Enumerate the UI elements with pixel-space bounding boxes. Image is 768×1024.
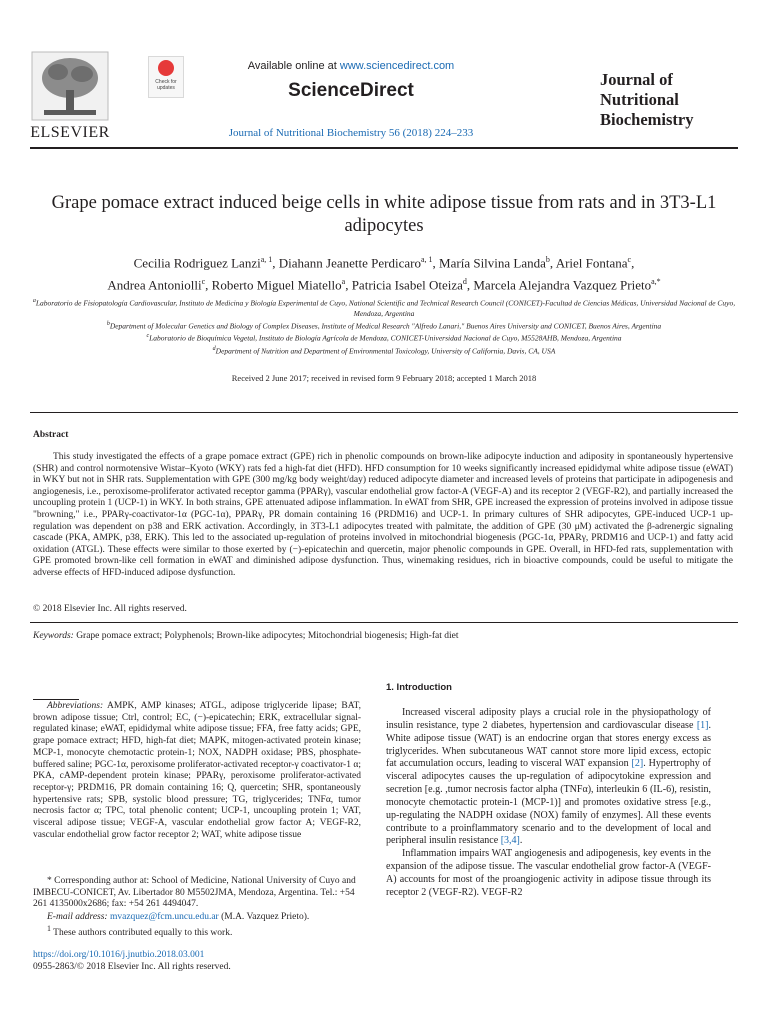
elsevier-tree-icon	[30, 50, 110, 122]
keywords-label: Keywords:	[33, 631, 74, 641]
author-affil-mark: a, 1	[260, 255, 273, 264]
affiliation-text: Laboratorio de Bioquímica Vegetal, Instituto de Biología Agrícola de Mendoza, CONICET-Universidad Nacional de Cuyo, M5528AHB, Mendoza, Argentina	[149, 333, 622, 343]
keywords-line	[33, 631, 733, 641]
author-name: Andrea Antoniolli	[107, 277, 202, 293]
author-name: Cecilia Rodriguez Lanzi	[133, 255, 261, 271]
email-label: E-mail address:	[47, 912, 108, 922]
intro-paragraph: Inflammation impairs WAT angiogenesis and adipogenesis, key events in the expansion of the adipose tissue. The vascular endothelial grow factor-A (VEGF-A) accounts for most of the proangiogenic activity in adipose tissue through its receptor 2 (VEGF-R2). VEGF-R2	[386, 848, 711, 898]
publisher-name: ELSEVIER	[30, 124, 110, 141]
author-affil-mark: a	[341, 277, 346, 287]
introduction-body	[386, 707, 711, 900]
elsevier-logo	[30, 50, 110, 140]
available-online	[196, 60, 506, 72]
affiliation-item	[30, 344, 738, 357]
citation-link[interactable]: [2]	[631, 758, 644, 770]
abstract-copyright: © 2018 Elsevier Inc. All rights reserved.	[33, 604, 187, 614]
author-separator: ,	[466, 277, 474, 293]
author-affil-mark: a,*	[651, 277, 661, 287]
journal-name-line: Biochemistry	[600, 110, 694, 129]
issn-line: 0955-2863/© 2018 Elsevier Inc. All rights reserved.	[33, 962, 231, 972]
journal-name-line: Nutritional	[600, 90, 679, 109]
author-name: Roberto Miguel Miatello	[211, 277, 342, 293]
author-separator: ,	[549, 255, 556, 271]
citation-link[interactable]: [3,4]	[500, 835, 520, 847]
received-dates: Received 2 June 2017; received in revised form 9 February 2018; accepted 1 March 2018	[231, 373, 537, 383]
author-affil-mark: c	[627, 255, 632, 264]
equal-contribution-footnote	[33, 924, 361, 938]
citation-link[interactable]: [1]	[696, 719, 709, 731]
author-list	[30, 250, 738, 295]
check-for-updates-badge[interactable]	[148, 56, 184, 98]
affiliation-text: Department of Molecular Genetics and Biology of Complex Diseases, Institute of Medical Research "Alfredo Lanari," Buenos Aires University and CONICET, Buenos Aires, Argentina	[109, 321, 662, 330]
journal-name-line: Journal of	[600, 70, 673, 89]
corresponding-author-footnote: * Corresponding author at: School of Medicine, National University of Cuyo and IMBECU-CONICET, Av. Libertador 80 M5502JMA, Mendoza, Argentina. Tel.: +54 261 4135000x2686; fax: +54 261 4494047.	[33, 876, 356, 910]
author-separator: ,	[631, 255, 635, 271]
journal-citation-link[interactable]: Journal of Nutritional Biochemistry 56 (2018) 224–233	[228, 127, 474, 139]
author-name: Patricia Isabel Oteiza	[351, 277, 463, 293]
doi-link[interactable]: https://doi.org/10.1016/j.jnutbio.2018.03.001	[33, 950, 205, 960]
intro-paragraph	[386, 707, 711, 848]
author-separator: ,	[432, 255, 440, 271]
intro-text-run: .	[519, 835, 523, 847]
abbreviations-footnote	[33, 701, 361, 841]
author-affil-mark: d	[462, 277, 467, 287]
author-separator: ,	[205, 277, 212, 293]
author-name: Diahann Jeanette Perdicaro	[278, 255, 421, 271]
affiliation-mark: c	[146, 333, 150, 339]
sciencedirect-link[interactable]: www.sciencedirect.com	[339, 60, 455, 72]
intro-text-run: . Hypertrophy of visceral adipocytes causes the up-regulation of adipocytokine expression and secretion [e.g. ,tumor necrosis factor alpha (TNFα), interleukin 6 (IL-6), resistin, monocyte chemotactic protein-1 (MCP-1)] and promotes oxidative stress [e.g., up-regulating the NADPH oxidase (NOX) family of enzymes]. All these events contribute to a proinflammatory scenario and to the development of local and peripheral insulin resistance	[386, 758, 711, 847]
author-name: María Silvina Landa	[439, 255, 546, 271]
author-name: Ariel Fontana	[555, 255, 628, 271]
abbreviations-label: Abbreviations:	[47, 701, 104, 711]
affiliation-item	[30, 296, 738, 319]
author-separator: ,	[345, 277, 352, 293]
author-separator: ,	[272, 255, 279, 271]
equal-contribution-text: These authors contributed equally to this work.	[53, 928, 233, 939]
author-affil-mark: b	[545, 255, 550, 264]
affiliation-item	[30, 319, 738, 332]
author-affil-mark: a, 1	[420, 255, 433, 264]
author-name: Marcela Alejandra Vazquez Prieto	[473, 277, 652, 293]
affiliation-list	[30, 296, 738, 356]
crossmark-icon	[158, 60, 174, 76]
affiliation-text: Department of Nutrition and Department of Environmental Toxicology, University of California, Davis, CA, USA	[215, 346, 556, 355]
intro-text-run: Increased visceral adiposity plays a crucial role in the physiopathology of insulin resistance, type 2 diabetes, hypertension and cardiovascular disease	[386, 707, 711, 731]
platform-name: ScienceDirect	[288, 80, 414, 101]
author-affil-mark: c	[201, 277, 206, 287]
affiliation-mark: a	[32, 298, 36, 304]
footnote-divider	[33, 699, 79, 700]
keywords-divider	[30, 622, 738, 623]
affiliation-text: Laboratorio de Fisiopatología Cardiovascular, Instituto de Medicina y Biología Experimental de Cuyo, National Scientific and Technical Research Council (CONICET)-Facultad de Ciencias Médicas, Universidad Nacional de Cuyo, Mendoza, Argentina	[35, 298, 736, 318]
affiliation-mark: d	[212, 345, 216, 352]
introduction-heading: 1. Introduction	[386, 682, 452, 693]
available-prefix: Available online at	[247, 60, 340, 72]
crossmark-label: Check for updates	[155, 79, 177, 91]
keywords-text: Grape pomace extract; Polyphenols; Brown-like adipocytes; Mitochondrial biogenesis; High-fat diet	[76, 631, 459, 641]
abstract-heading: Abstract	[33, 430, 69, 440]
abbreviations-text: AMPK, AMP kinases; ATGL, adipose triglyceride lipase; BAT, brown adipose tissue; Ctrl, control; EC, (−)-epicatechin; ERK, extracellular signal-regulated kinase; eWAT, epididymal white adipose tissue; FFA, free fatty acids; GPE, grape pomace extract; HFD, high-fat diet; MAPK, mitogen-activated protein kinase; MCP-1, monocyte chemotactic protein-1; NOX, NADPH oxidase; PBS, phosphate-buffered saline; PGC-1α, peroxisome proliferator-activated receptor-γ coactivator-1 α; PKA, cAMP-dependent protein kinase; PPARγ, peroxisome proliferator-activated receptor-γ; PRDM16, PR domain containing 16; Q, quercetin; SHR, spontaneously hypertensive rats; SPB, systolic blood pressure; TG, triglycerides; TNFα, tumor necrosis factor α; TPC, total phenolic content; UCP-1, uncoupling protein 1; VAT, visceral adipose tissue; VEGF-A, vascular endothelial grow factor A; VEGF-R2, vascular endothelial grow factor receptor 2; WAT, white adipose tissue	[33, 701, 361, 840]
journal-name-box	[600, 70, 715, 132]
intro-text-run: . White adipose tissue (WAT) is an endocrine organ that stores energy excess as triglycerides. When subcutaneous WAT cannot store more lipid excess, ectopic fat accumulation occurs, leading to visceral WAT expansion	[386, 719, 711, 770]
header-divider	[30, 147, 738, 149]
abstract-top-divider	[30, 412, 738, 413]
email-owner: (M.A. Vazquez Prieto).	[218, 912, 310, 922]
affiliation-mark: b	[106, 320, 110, 327]
equal-contribution-mark: 1	[47, 924, 51, 933]
abstract-text: This study investigated the effects of a grape pomace extract (GPE) rich in phenolic compounds on brown-like adipocyte induction and adiposity in spontaneously hypertensive (SHR) and control normotensive Wistar–Kyoto (WKY) rats fed a high-fat diet (HFD). HFD consumption for 10 weeks significantly increased epididymal white adipose tissue (eWAT) in WKY but not in SHR rats. Supplementation with GPE (300 mg/kg body weight/day) reduced adipocyte diameter and increased levels of proteins that participate in adipogenesis and angiogenesis, i.e., peroxisome-proliferator activated receptor gamma (PPARγ), vascular endothelial grow factor-A (VEGF-A) and its receptor 2 (VEGF-R2), and partially increased the uncoupling protein 1 (UCP-1) in WKY. In both strains, GPE attenuated adipose inflammation. In eWAT from SHR, GPE increased the expression of proteins involved in adipose tissue "browning," i.e., PPARγ-coactivator-1α (PGC-1α), PPARγ, PR domain containing 16 (PRDM16) and UCP-1. In primary cultures of SHR adipocytes, GPE-induced UCP-1 up-regulation was dependent on p38 and ERK activation. Accordingly, in 3T3-L1 adipocytes treated with palmitate, the addition of GPE (30 μM) activated the β-adrenergic signaling cascade (PKA, AMPK, p38, ERK). This led to the associated up-regulation of proteins involved in mitochondrial biogenesis (PGC-1α, PPARγ, PRDM16 and UCP-1) and fatty acid oxidation (ATGL). These effects were similar to those exerted by (−)-epicatechin and quercetin, major phenolic compounds in GPE. Overall, in HFD-fed rats, supplementation with GPE promoted brown-like cell formation in eWAT and diminished adipose dysfunction. Thus, winemaking residues, rich in bioactive compounds, could be useful to mitigate the adverse effects of HFD-induced adipose dysfunction.	[33, 452, 733, 578]
email-link[interactable]: mvazquez@fcm.uncu.edu.ar	[109, 912, 219, 922]
email-footnote	[33, 912, 361, 922]
affiliation-item	[30, 331, 738, 344]
article-title: Grape pomace extract induced beige cells in white adipose tissue from rats and in 3T3-L1 adipocytes	[51, 193, 717, 236]
